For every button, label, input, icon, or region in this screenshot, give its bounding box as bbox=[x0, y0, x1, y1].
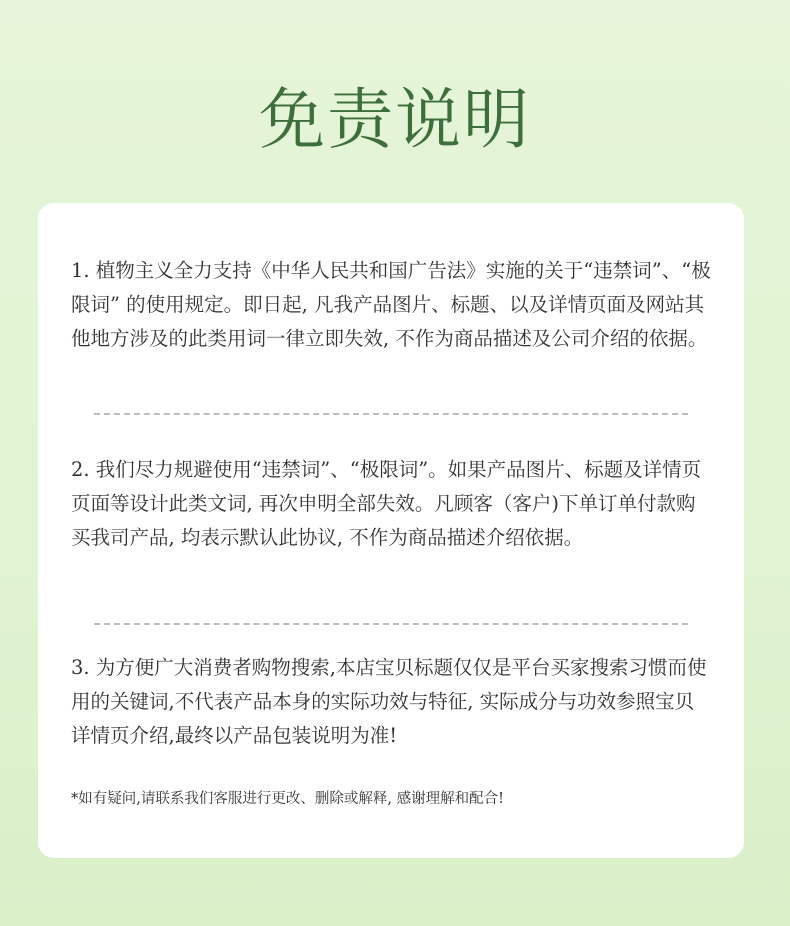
contact-footnote: *如有疑问,请联系我们客服进行更改、删除或解释, 感谢理解和配合! bbox=[71, 791, 504, 807]
disclaimer-item-2: 2. 我们尽力规避使用“违禁词”、“极限词”。如果产品图片、标题及详情页页面等设计此类文词, 再次申明全部失效。凡顾客（客户)下单订单付款购买我司产品, 均表示默认此协议, 不作为商品描述介绍依据。 bbox=[71, 458, 702, 549]
dashed-divider-1 bbox=[94, 413, 688, 415]
disclaimer-card bbox=[38, 203, 744, 858]
page-title: 免责说明 bbox=[259, 81, 531, 158]
dashed-divider-2 bbox=[94, 623, 688, 625]
disclaimer-item-1: 1. 植物主义全力支持《中华人民共和国广告法》实施的关于“违禁词”、“极限词” 的使用规定。即日起, 凡我产品图片、标题、以及详情页面及网站其他地方涉及的此类用词一律立即失效, 不作为商品描述及公司介绍的依据。 bbox=[71, 259, 711, 350]
disclaimer-item-3: 3. 为方便广大消费者购物搜索,本店宝贝标题仅仅是平台买家搜索习惯而使用的关键词,不代表产品本身的实际功效与特征, 实际成分与功效参照宝贝详情页介绍,最终以产品包装说明为准! bbox=[71, 656, 707, 747]
